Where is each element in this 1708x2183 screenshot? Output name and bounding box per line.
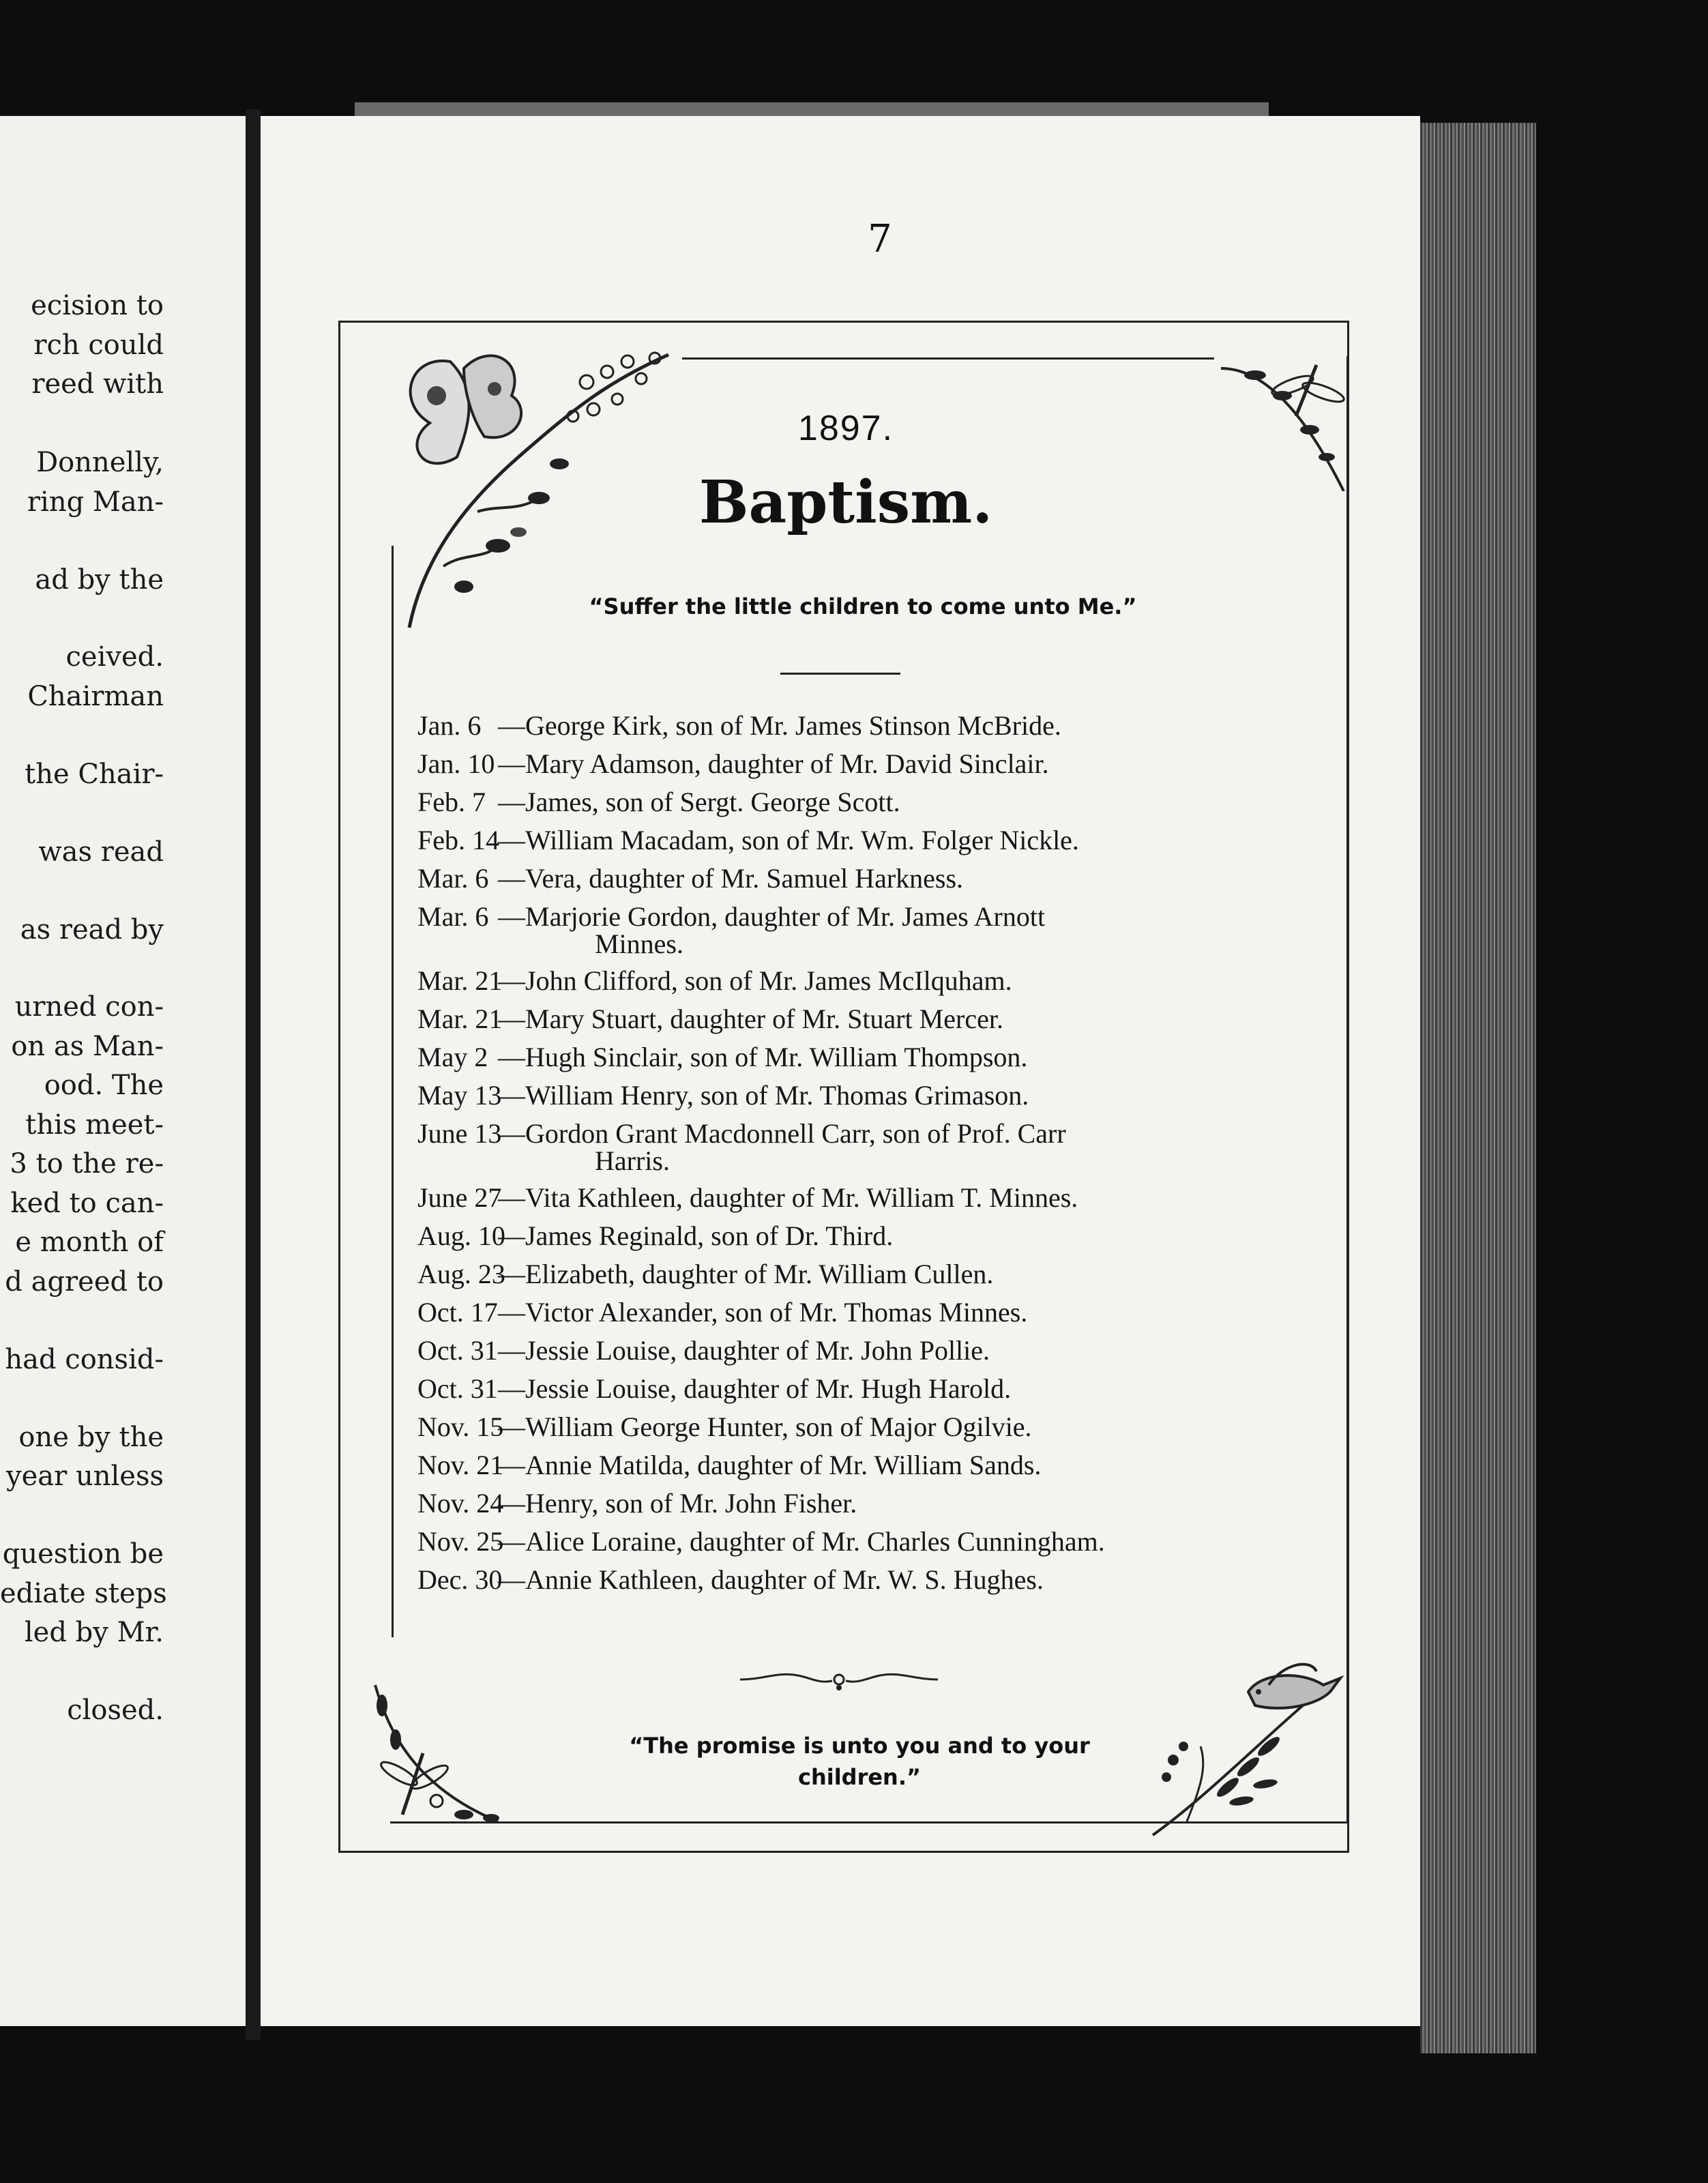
entry-text: —Mary Adamson, daughter of Mr. David Sinclair. (498, 748, 1049, 779)
entry-date: Nov. 15 (417, 1411, 504, 1442)
page-top-edge (355, 102, 1269, 117)
entry-text: —John Clifford, son of Mr. James McIlquham. (498, 965, 1012, 996)
entry-date: Aug. 23 (417, 1259, 505, 1289)
list-item (417, 1079, 1029, 1111)
list-item (417, 862, 963, 894)
entry-text: —Jessie Louise, daughter of Mr. John Pollie. (498, 1335, 990, 1366)
list-item (417, 1449, 1041, 1481)
list-item (417, 965, 1012, 997)
list-item (417, 900, 1045, 933)
dragonfly-ornament-bottom-left-icon (362, 1678, 512, 1842)
entry-date: Oct. 31 (417, 1373, 498, 1404)
motto-top: “Suffer the little children to come unto Me.” (589, 594, 1137, 619)
entry-text: —William Henry, son of Mr. Thomas Grimason. (498, 1080, 1029, 1111)
list-item (417, 1487, 857, 1519)
list-item (417, 709, 1061, 742)
left-page-line: rch could (33, 329, 164, 361)
entry-date: Nov. 25 (417, 1526, 504, 1557)
list-item (417, 1525, 1105, 1557)
left-page-line: ad by the (35, 564, 164, 596)
entry-text: —Henry, son of Mr. John Fisher. (498, 1488, 857, 1519)
entry-text: —Marjorie Gordon, daughter of Mr. James Arnott (498, 901, 1046, 932)
entry-text: —Annie Matilda, daughter of Mr. William Sands. (498, 1450, 1042, 1480)
page-title: Baptism. (698, 468, 993, 537)
left-page-line: ked to can- (10, 1188, 164, 1219)
entry-date: Aug. 10 (417, 1220, 505, 1251)
left-page-line: ediate steps (0, 1578, 167, 1609)
entry-text: —Vita Kathleen, daughter of Mr. William T. Minnes. (498, 1182, 1078, 1213)
year-heading: 1897. (797, 409, 894, 448)
left-page-line: question be (2, 1538, 164, 1570)
entry-date: Dec. 30 (417, 1564, 503, 1595)
left-page-line: Donnelly, (36, 447, 164, 478)
entry-date: Nov. 24 (417, 1488, 504, 1519)
left-page-line: year unless (6, 1461, 164, 1492)
entry-date: June 13 (417, 1118, 502, 1149)
entry-date: Mar. 21 (417, 965, 503, 996)
book-gutter (246, 109, 261, 2040)
entry-text: —George Kirk, son of Mr. James Stinson McBride. (498, 710, 1061, 741)
entry-date: Jan. 10 (417, 748, 495, 779)
heading-rule (780, 673, 900, 675)
motto-bottom (532, 1730, 1187, 1793)
left-page-line: was read (38, 836, 164, 868)
list-item (417, 1003, 1003, 1035)
list-item (417, 786, 900, 818)
list-item (417, 1041, 1027, 1073)
entry-date: Mar. 6 (417, 863, 489, 894)
list-item (417, 824, 1079, 856)
left-page-line: ood. The (44, 1070, 164, 1101)
entry-text: —William George Hunter, son of Major Ogilvie. (498, 1411, 1032, 1442)
inner-frame-left-rule (392, 546, 394, 1637)
entry-text: —Annie Kathleen, daughter of Mr. W. S. Hughes. (498, 1564, 1044, 1595)
list-item (417, 1182, 1078, 1214)
left-page-line: ecision to (31, 290, 164, 321)
entry-text: —Jessie Louise, daughter of Mr. Hugh Harold. (498, 1373, 1012, 1404)
list-item (417, 1258, 993, 1290)
entry-date: Mar. 21 (417, 1003, 503, 1034)
left-page-line: Chairman (27, 681, 164, 712)
entry-text: —Elizabeth, daughter of Mr. William Cullen. (498, 1259, 994, 1289)
left-page-line: the Chair- (25, 759, 164, 790)
dragonfly-ornament-top-right-icon (1214, 355, 1351, 491)
entry-text: —Alice Loraine, daughter of Mr. Charles Cunningham. (498, 1526, 1105, 1557)
entry-date: Nov. 21 (417, 1450, 504, 1480)
entry-continuation: Harris. (595, 1145, 670, 1176)
entry-text: —Gordon Grant Macdonnell Carr, son of Prof. Carr (498, 1118, 1066, 1149)
entry-date: Feb. 14 (417, 825, 499, 855)
entry-date: Mar. 6 (417, 901, 489, 932)
entry-text: —James, son of Sergt. George Scott. (498, 787, 900, 817)
left-page-line: 3 to the re- (10, 1148, 164, 1180)
left-page-line: led by Mr. (24, 1617, 164, 1648)
left-page-line: this meet- (25, 1109, 164, 1141)
entry-date: Feb. 7 (417, 787, 486, 817)
entry-text: —Vera, daughter of Mr. Samuel Harkness. (498, 863, 964, 894)
left-page-line: closed. (67, 1695, 164, 1726)
entry-text: —James Reginald, son of Dr. Third. (498, 1220, 894, 1251)
entry-date: June 27 (417, 1182, 502, 1213)
inner-frame-top-rule (682, 357, 1214, 360)
left-page-line: one by the (18, 1422, 164, 1453)
list-item (417, 1334, 990, 1366)
entry-text: —William Macadam, son of Mr. Wm. Folger Nickle. (498, 825, 1079, 855)
entry-text: —Mary Stuart, daughter of Mr. Stuart Mercer. (498, 1003, 1003, 1034)
entry-date: Jan. 6 (417, 710, 482, 741)
motto-bottom-line-2: children.” (797, 1764, 922, 1790)
entry-continuation: Minnes. (595, 928, 683, 959)
page-number: 7 (868, 217, 892, 261)
list-item (417, 1117, 1066, 1149)
entry-date: May 13 (417, 1080, 502, 1111)
entry-date: Oct. 17 (417, 1297, 498, 1328)
list-item (417, 1411, 1032, 1443)
entry-date: May 2 (417, 1042, 488, 1072)
left-page-line: on as Man- (11, 1031, 164, 1062)
entry-date: Oct. 31 (417, 1335, 498, 1366)
entry-text: —Hugh Sinclair, son of Mr. William Thompson. (498, 1042, 1028, 1072)
entry-text: —Victor Alexander, son of Mr. Thomas Minnes. (498, 1297, 1028, 1328)
motto-bottom-line-1: “The promise is unto you and to your (629, 1733, 1090, 1759)
list-item (417, 748, 1049, 780)
left-page-line: ring Man- (27, 486, 164, 518)
list-item (417, 1296, 1027, 1328)
list-item (417, 1373, 1011, 1405)
left-page-line: urned con- (14, 991, 164, 1023)
left-page-line: as read by (20, 914, 164, 946)
scroll-divider-ornament-icon (737, 1665, 941, 1692)
list-item (417, 1564, 1044, 1596)
left-page-line: d agreed to (5, 1266, 164, 1298)
page-stack-edge (1420, 123, 1536, 2053)
left-page-line: had consid- (5, 1344, 164, 1375)
list-item (417, 1220, 893, 1252)
left-page-line: reed with (31, 368, 164, 400)
left-page (0, 116, 246, 2026)
left-page-line: ceived. (65, 641, 164, 673)
left-page-line: e month of (15, 1227, 164, 1258)
